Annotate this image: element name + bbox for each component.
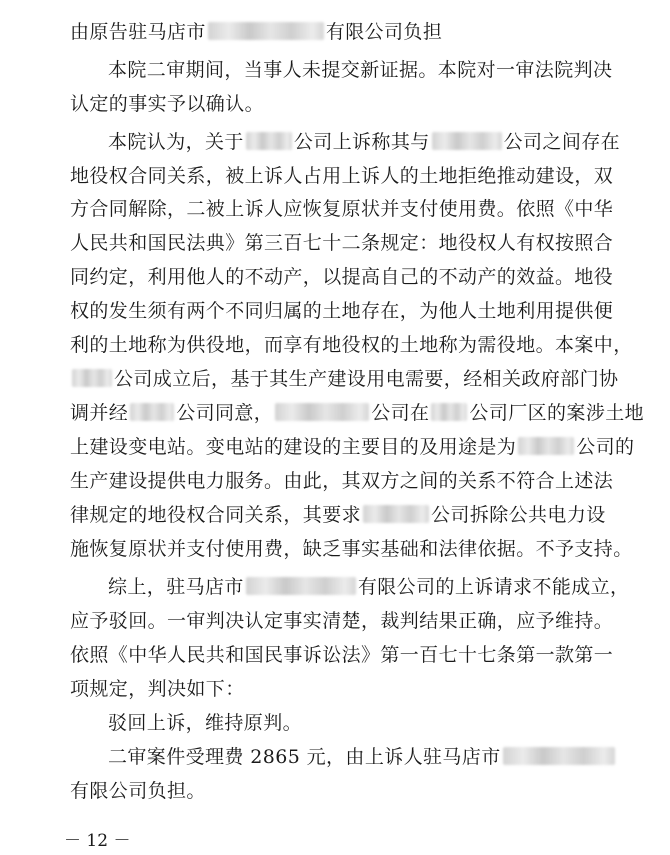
redacted-blur bbox=[518, 437, 574, 455]
text-segment: 本院二审期间，当事人未提交新证据。本院对一审法院判决 bbox=[108, 59, 613, 81]
text-line bbox=[70, 265, 613, 289]
redacted-blur bbox=[363, 505, 429, 523]
text-segment: 认定的事实予以确认。 bbox=[70, 93, 265, 115]
text-line bbox=[70, 367, 618, 391]
text-line bbox=[70, 779, 206, 803]
text-segment: 综上，驻马店市 bbox=[108, 576, 244, 598]
text-segment: 公司厂区的案涉土地 bbox=[469, 402, 645, 424]
text-segment: 二审案件受理费 2865 元，由上诉人驻马店市 bbox=[108, 746, 501, 768]
text-segment: 调并经 bbox=[70, 402, 129, 424]
text-segment: 公司拆除公共电力设 bbox=[431, 504, 606, 526]
text-line bbox=[70, 503, 606, 527]
text-segment: 上建设变电站。变电站的建设的主要目的及用途是为 bbox=[70, 436, 517, 458]
text-segment: 同约定，利用他人的不动产，以提高自己的不动产的效益。地役 bbox=[70, 266, 614, 288]
text-line bbox=[70, 401, 644, 425]
text-line bbox=[70, 333, 633, 357]
text-line bbox=[70, 164, 613, 188]
text-line bbox=[108, 130, 620, 154]
redacted-blur bbox=[431, 403, 467, 421]
text-segment: 公司的 bbox=[576, 436, 635, 458]
text-segment: 公司上诉称其与 bbox=[293, 131, 430, 153]
text-segment: 利的土地称为供役地，而享有地役权的土地称为需役地。本案中， bbox=[70, 334, 633, 356]
text-segment: 权的发生须有两个不同归属的土地存在，为他人土地利用提供便 bbox=[70, 300, 614, 322]
redacted-blur bbox=[246, 132, 292, 150]
text-line bbox=[108, 575, 629, 599]
text-segment: 有限公司负担 bbox=[325, 21, 443, 43]
redacted-blur bbox=[72, 369, 112, 387]
text-segment: 公司在 bbox=[371, 402, 430, 424]
text-line bbox=[70, 197, 613, 221]
text-segment: 应予驳回。一审判决认定事实清楚，裁判结果正确，应予维持。 bbox=[70, 610, 614, 632]
redacted-blur bbox=[208, 22, 324, 40]
text-segment: 有限公司的上诉请求不能成立， bbox=[357, 576, 630, 598]
redacted-blur bbox=[432, 132, 502, 150]
page-number: － 12 － bbox=[64, 831, 131, 851]
redacted-blur bbox=[503, 747, 615, 765]
text-line bbox=[70, 643, 613, 667]
text-line bbox=[70, 537, 633, 561]
text-line bbox=[70, 469, 613, 493]
text-segment: 公司成立后，基于其生产建设用电需要，经相关政府部门协 bbox=[114, 368, 619, 390]
text-line bbox=[108, 58, 612, 82]
text-segment: 本院认为，关于 bbox=[108, 131, 244, 153]
text-segment: 人民共和国民法典》第三百七十二条规定：地役权人有权按照合 bbox=[70, 232, 614, 254]
text-segment: 有限公司负担。 bbox=[70, 780, 206, 802]
text-line bbox=[70, 92, 264, 116]
redacted-blur bbox=[246, 577, 356, 595]
text-segment: 地役权合同关系，被上诉人占用上诉人的土地拒绝推动建设，双 bbox=[70, 165, 614, 187]
text-segment: 驳回上诉，维持原判。 bbox=[108, 712, 303, 734]
text-line bbox=[70, 677, 245, 701]
redacted-blur bbox=[275, 403, 369, 421]
text-line bbox=[70, 231, 613, 255]
redacted-blur bbox=[130, 403, 174, 421]
text-segment: 方合同解除，二被上诉人应恢复原状并支付使用费。依照《中华 bbox=[70, 198, 614, 220]
text-line bbox=[70, 435, 634, 459]
text-line bbox=[108, 711, 302, 735]
text-line bbox=[70, 609, 613, 633]
text-segment: 生产建设提供电力服务。由此，其双方之间的关系不符合上述法 bbox=[70, 470, 614, 492]
text-segment: 依照《中华人民共和国民事诉讼法》第一百七十七条第一款第一 bbox=[70, 644, 614, 666]
text-segment: 施恢复原状并支付使用费，缺乏事实基础和法律依据。不予支持。 bbox=[70, 538, 633, 560]
text-segment: 由原告驻马店市 bbox=[70, 21, 206, 43]
text-line bbox=[70, 299, 613, 323]
text-line bbox=[108, 745, 617, 769]
text-line bbox=[70, 20, 442, 44]
text-segment: 律规定的地役权合同关系，其要求 bbox=[70, 504, 362, 526]
text-segment: 公司之间存在 bbox=[503, 131, 621, 153]
text-segment: 公司同意， bbox=[176, 402, 274, 424]
text-segment: 项规定，判决如下： bbox=[70, 678, 245, 700]
